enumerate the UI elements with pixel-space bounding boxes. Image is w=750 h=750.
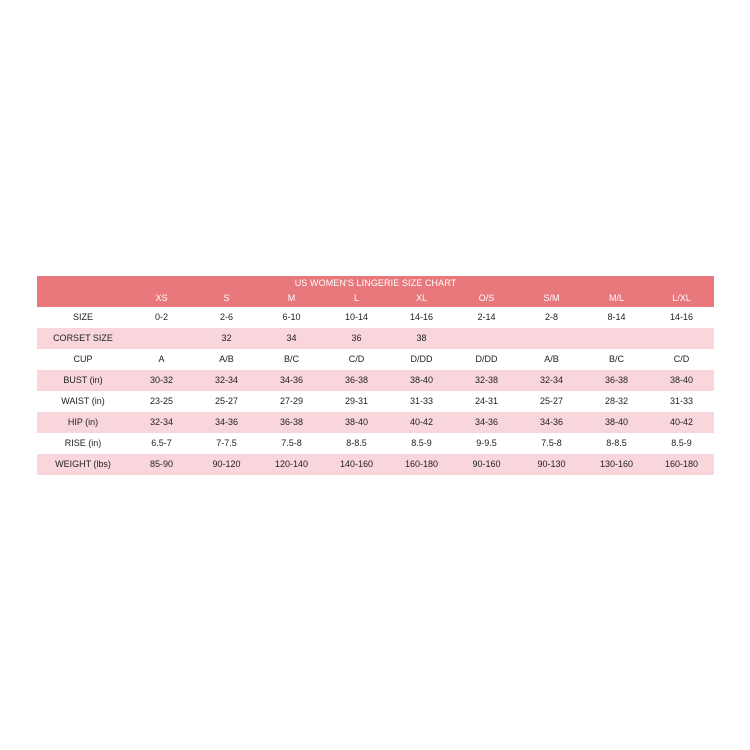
column-header: L <box>353 293 359 303</box>
column-header-spacer <box>37 291 129 305</box>
row-label: SIZE <box>72 312 93 322</box>
table-cell: D/DD <box>475 354 498 364</box>
table-cell: 24-31 <box>474 396 499 406</box>
table-cell: 6-10 <box>282 312 301 322</box>
row-label: HIP (in) <box>67 417 99 427</box>
table-cell: 140-160 <box>339 459 374 469</box>
table-cell: 160-180 <box>404 459 439 469</box>
table-cell: 2-8 <box>544 312 558 322</box>
row-label: CUP <box>73 354 93 364</box>
table-cell: 29-31 <box>344 396 369 406</box>
table-cell: 120-140 <box>274 459 309 469</box>
table-cell: 36 <box>351 333 362 343</box>
table-row <box>37 433 714 454</box>
table-cell: 7.5-8 <box>541 438 562 448</box>
table-cell: 34-36 <box>214 417 239 427</box>
table-cell: 14-16 <box>409 312 434 322</box>
table-cell: D/DD <box>410 354 433 364</box>
column-header: L/XL <box>672 293 691 303</box>
column-header: XL <box>415 293 427 303</box>
table-cell: C/D <box>673 354 690 364</box>
table-cell: 7-7.5 <box>216 438 237 448</box>
table-cell: 90-130 <box>537 459 566 469</box>
table-cell: 34-36 <box>474 417 499 427</box>
table-cell: 36-38 <box>604 375 629 385</box>
row-label: WAIST (in) <box>61 396 105 406</box>
table-cell: A <box>158 354 165 364</box>
column-header: S <box>223 293 230 303</box>
row-label: RISE (in) <box>64 438 102 448</box>
size-chart-rows <box>37 307 714 475</box>
table-cell: 7.5-8 <box>281 438 302 448</box>
table-cell: A/B <box>544 354 559 364</box>
table-row <box>37 412 714 433</box>
table-cell: 28-32 <box>604 396 629 406</box>
table-cell: 25-27 <box>539 396 564 406</box>
table-cell: 14-16 <box>669 312 694 322</box>
table-cell: B/C <box>608 354 624 364</box>
table-cell: 38-40 <box>669 375 694 385</box>
table-cell: 32-34 <box>214 375 239 385</box>
table-cell: 36-38 <box>279 417 304 427</box>
table-cell: B/C <box>283 354 299 364</box>
table-row <box>37 454 714 475</box>
table-row <box>37 370 714 391</box>
table-cell: 130-160 <box>599 459 634 469</box>
table-cell: A/B <box>219 354 234 364</box>
table-cell: 160-180 <box>664 459 699 469</box>
column-header: M <box>287 293 296 303</box>
table-cell: 8-8.5 <box>346 438 367 448</box>
table-cell: 8-8.5 <box>606 438 627 448</box>
table-cell: 6.5-7 <box>151 438 172 448</box>
table-cell: 38-40 <box>604 417 629 427</box>
column-header: S/M <box>543 293 560 303</box>
column-header: O/S <box>478 293 495 303</box>
table-cell: 0-2 <box>154 312 168 322</box>
table-cell: 85-90 <box>149 459 174 469</box>
table-row <box>37 307 714 328</box>
table-cell: 31-33 <box>669 396 694 406</box>
table-cell: 34 <box>286 333 297 343</box>
size-column-headers <box>37 291 714 305</box>
table-cell: 32-34 <box>149 417 174 427</box>
table-cell: 90-160 <box>472 459 501 469</box>
table-cell: C/D <box>348 354 365 364</box>
size-chart-header <box>37 276 714 307</box>
table-cell: 38 <box>416 333 427 343</box>
table-cell: 8.5-9 <box>411 438 432 448</box>
table-cell: 23-25 <box>149 396 174 406</box>
table-cell: 34-36 <box>279 375 304 385</box>
column-header: XS <box>155 293 168 303</box>
table-cell: 25-27 <box>214 396 239 406</box>
table-cell: 38-40 <box>344 417 369 427</box>
table-cell: 90-120 <box>212 459 241 469</box>
table-cell: 38-40 <box>409 375 434 385</box>
column-header: M/L <box>608 293 624 303</box>
table-cell: 8.5-9 <box>671 438 692 448</box>
row-label: WEIGHT (lbs) <box>55 459 111 469</box>
table-cell: 2-6 <box>219 312 233 322</box>
table-cell: 34-36 <box>539 417 564 427</box>
table-cell: 36-38 <box>344 375 369 385</box>
table-row <box>37 328 714 349</box>
table-cell: 9-9.5 <box>476 438 497 448</box>
table-cell: 8-14 <box>607 312 626 322</box>
table-row <box>37 349 714 370</box>
table-cell: 32 <box>221 333 232 343</box>
row-label: BUST (in) <box>63 375 103 385</box>
table-cell: 2-14 <box>477 312 496 322</box>
table-cell: 40-42 <box>409 417 434 427</box>
table-cell: 30-32 <box>149 375 174 385</box>
table-cell: 32-38 <box>474 375 499 385</box>
row-label: CORSET SIZE <box>53 333 113 343</box>
table-cell: 31-33 <box>409 396 434 406</box>
table-cell: 10-14 <box>344 312 369 322</box>
table-cell: 32-34 <box>539 375 564 385</box>
size-chart <box>37 276 714 475</box>
table-cell: 40-42 <box>669 417 694 427</box>
chart-title: US WOMEN'S LINGERIE SIZE CHART <box>294 278 457 288</box>
table-cell: 27-29 <box>279 396 304 406</box>
table-row <box>37 391 714 412</box>
